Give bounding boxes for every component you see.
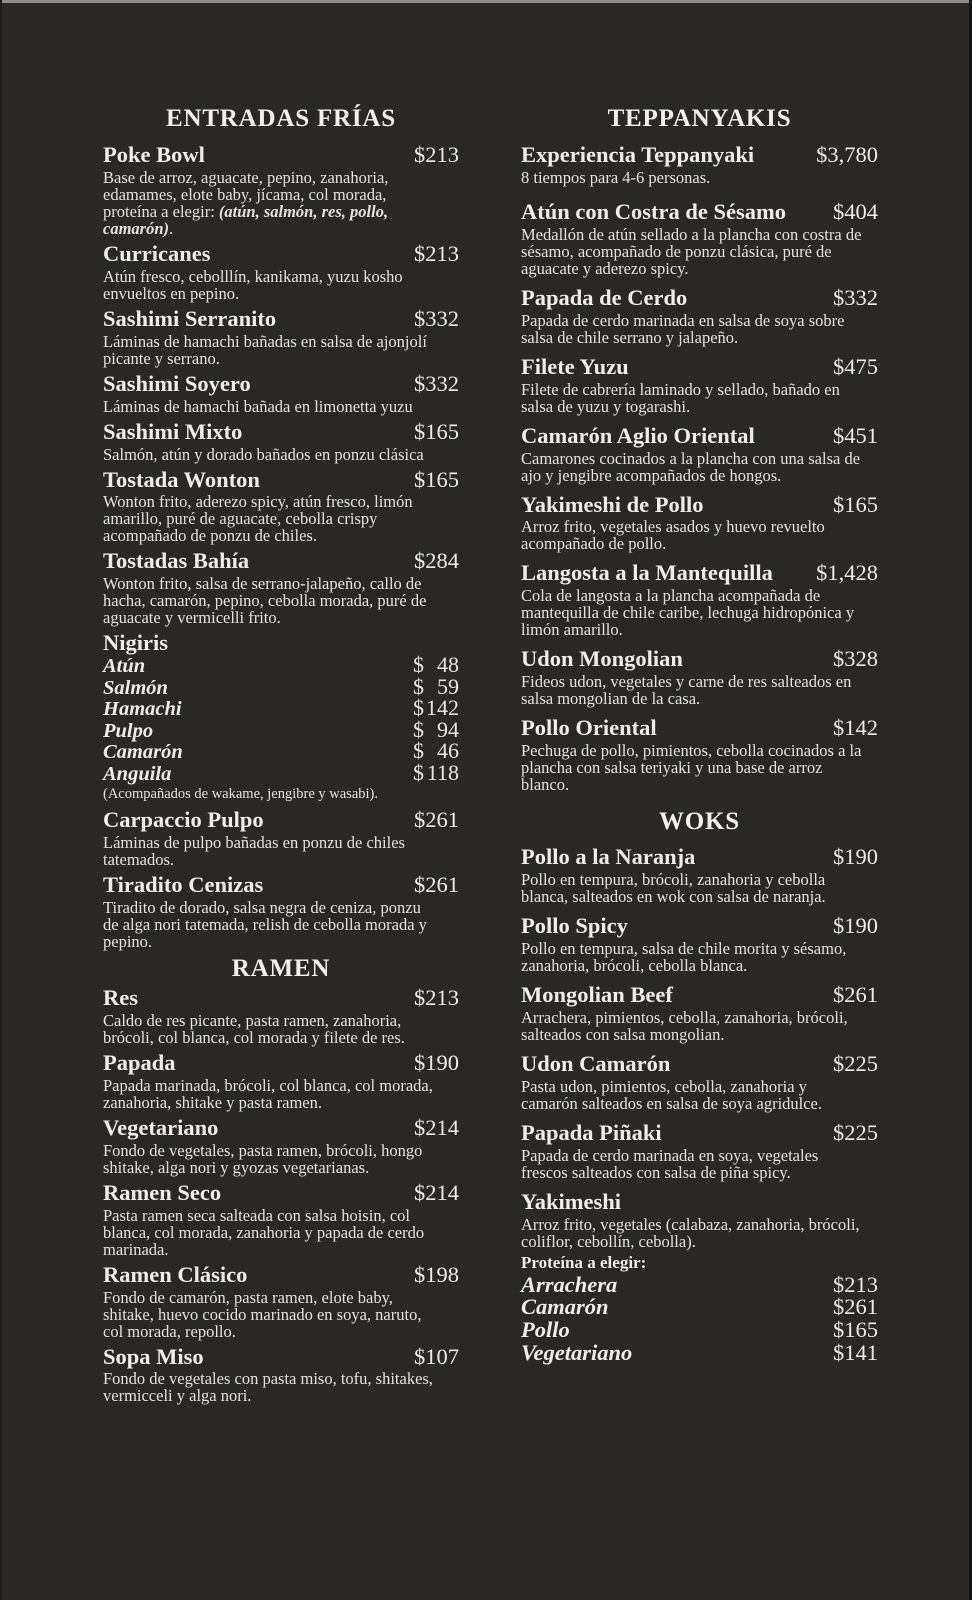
item-price: $284 xyxy=(414,548,459,574)
item-name: Curricanes xyxy=(103,240,211,266)
nigiri-row xyxy=(103,695,459,721)
protein-choice-label: Proteína a elegir: xyxy=(521,1252,647,1272)
protein-name: Arrachera xyxy=(521,1271,618,1297)
item-name: Experiencia Teppanyaki xyxy=(521,142,755,167)
item-price: $3,780 xyxy=(816,142,878,167)
item-name: Papada de Cerdo xyxy=(521,284,688,310)
item-name: Nigiris xyxy=(103,630,168,656)
menu-item xyxy=(521,981,878,1044)
item-desc: Láminas de hamachi bañada en limonetta yuzu xyxy=(103,396,413,416)
item-name: Atún con Costra de Sésamo xyxy=(521,198,787,224)
menu-item xyxy=(103,1261,459,1341)
nigiri-row xyxy=(103,652,459,678)
item-desc: Pollo en tempura, salsa de chile morita y sésamo, zanahoria, brócoli, cebolla blanca. xyxy=(521,938,847,975)
item-price: $214 xyxy=(414,1179,459,1205)
item-name: Udon Camarón xyxy=(521,1050,671,1076)
menu-item xyxy=(103,809,459,868)
menu-item xyxy=(103,144,459,237)
item-price: $190 xyxy=(833,913,878,939)
item-price: $332 xyxy=(833,284,878,310)
price-value: 118 xyxy=(426,759,459,785)
nigiri-name: Hamachi xyxy=(103,698,182,721)
menu-item xyxy=(103,1049,459,1112)
item-name: Sopa Miso xyxy=(103,1343,204,1369)
item-name: Res xyxy=(103,985,138,1011)
item-desc: Medallón de atún sellado a la plancha con costra de sésamo, acompañado de ponzu clásica, puré de aguacate y aderezo spicy. xyxy=(521,224,862,278)
item-name: Pollo Spicy xyxy=(521,913,628,939)
item-price: $328 xyxy=(833,646,878,672)
page-top-edge xyxy=(0,0,972,3)
protein-row xyxy=(521,1294,878,1320)
protein-row xyxy=(521,1316,878,1342)
item-desc: Papada de cerdo marinada en soya, vegetales frescos salteados con salsa de piña spicy. xyxy=(521,1145,819,1182)
item-name: Pollo a la Naranja xyxy=(521,844,696,870)
menu-item xyxy=(521,648,878,707)
item-desc: Tiradito de dorado, salsa negra de ceniza, ponzu de alga nori tatemada, relish de cebolla morada y pepino. xyxy=(103,898,427,952)
price-value: 142 xyxy=(426,695,459,721)
item-price: $225 xyxy=(833,1119,878,1145)
item-desc-end: . xyxy=(169,218,174,238)
nigiri-name: Pulpo xyxy=(103,719,154,742)
protein-price: $165 xyxy=(833,1316,878,1342)
item-desc: 8 tiempos para 4-6 personas. xyxy=(521,167,711,187)
nigiri-price xyxy=(413,759,459,785)
item-desc: Fideos udon, vegetales y carne de res salteados en salsa mongolian de la casa. xyxy=(521,672,852,709)
item-price: $332 xyxy=(414,305,459,331)
currency-sign: $ xyxy=(413,673,424,699)
nigiri-row xyxy=(103,738,459,764)
price-value: 59 xyxy=(437,673,459,699)
currency-sign: $ xyxy=(413,716,424,742)
nigiri-row xyxy=(103,673,459,699)
page-left-edge xyxy=(0,0,2,1600)
nigiris-group xyxy=(103,632,459,803)
menu-item xyxy=(103,874,459,950)
item-desc: Láminas de pulpo bañadas en ponzu de chiles tatemados. xyxy=(103,833,405,870)
item-price: $213 xyxy=(414,142,459,167)
item-desc: Láminas de hamachi bañadas en salsa de ajonjolí picante y serrano. xyxy=(103,331,427,368)
menu-item xyxy=(521,422,878,485)
item-name: Filete Yuzu xyxy=(521,353,629,379)
menu-item xyxy=(103,987,459,1046)
item-price: $142 xyxy=(833,715,878,741)
item-desc xyxy=(103,169,439,237)
item-name: Poke Bowl xyxy=(103,142,205,167)
protein-name: Camarón xyxy=(521,1294,609,1320)
item-price: $451 xyxy=(833,422,878,448)
item-name: Yakimeshi xyxy=(521,1188,622,1214)
menu-item xyxy=(103,550,459,626)
price-value: 46 xyxy=(437,738,459,764)
menu-item xyxy=(521,1119,878,1182)
nigiri-price xyxy=(413,673,459,699)
menu-item xyxy=(103,1179,459,1259)
item-name: Carpaccio Pulpo xyxy=(103,807,264,833)
item-desc: Pollo en tempura, brócoli, zanahoria y cebolla blanca, salteados en wok con salsa de naranja. xyxy=(521,870,826,907)
item-desc: Cola de langosta a la plancha acompañada de mantequilla de chile caribe, lechuga hidropónica y limón amarillo. xyxy=(521,586,855,640)
item-desc: Caldo de res picante, pasta ramen, zanahoria, brócoli, col blanca, col morada y filete de res. xyxy=(103,1010,405,1047)
currency-sign: $ xyxy=(413,738,424,764)
protein-name: Pollo xyxy=(521,1316,570,1342)
item-desc: Arroz frito, vegetales (calabaza, zanahoria, brócoli, coliflor, cebollín, cebolla). xyxy=(521,1214,860,1251)
item-price: $165 xyxy=(414,466,459,492)
item-desc-text: Base de arroz, aguacate, pepino, zanahoria, edamames, elote baby, jícama, col morada, proteína a elegir: xyxy=(103,167,389,221)
item-desc: Filete de cabrería laminado y sellado, bañado en salsa de yuzu y togarashi. xyxy=(521,379,840,416)
menu-item xyxy=(521,144,878,186)
item-name: Mongolian Beef xyxy=(521,981,673,1007)
item-name: Tiradito Cenizas xyxy=(103,872,264,898)
nigiris-note: (Acompañados de wakame, jengibre y wasabi). xyxy=(103,786,378,803)
item-desc: Fondo de vegetales, pasta ramen, brócoli, hongo shitake, alga nori y gyozas vegetarianas. xyxy=(103,1140,423,1177)
item-price: $165 xyxy=(833,491,878,517)
item-name: Ramen Clásico xyxy=(103,1261,248,1287)
item-desc: Fondo de camarón, pasta ramen, elote baby, shitake, huevo cocido marinado en soya, naruto, col morada, repollo. xyxy=(103,1287,422,1341)
nigiri-price xyxy=(413,716,459,742)
section-header-woks: WOKS xyxy=(659,808,740,836)
menu-item xyxy=(521,198,878,278)
item-name: Tostada Wonton xyxy=(103,466,260,492)
item-price: $214 xyxy=(414,1114,459,1140)
item-price: $225 xyxy=(833,1050,878,1076)
protein-row xyxy=(521,1339,878,1365)
currency-sign: $ xyxy=(413,759,424,785)
protein-name: Vegetariano xyxy=(521,1339,633,1365)
item-price: $261 xyxy=(414,872,459,898)
menu-item xyxy=(103,418,459,464)
nigiri-name: Salmón xyxy=(103,676,168,699)
menu-item xyxy=(103,240,459,303)
item-price: $198 xyxy=(414,1261,459,1287)
menu-item xyxy=(521,353,878,416)
menu-item xyxy=(521,491,878,554)
nigiri-row xyxy=(103,759,459,785)
menu-item xyxy=(521,717,878,793)
menu-page xyxy=(103,106,878,1410)
item-name: Yakimeshi de Pollo xyxy=(521,491,704,517)
price-value: 48 xyxy=(437,652,459,678)
column-right xyxy=(521,106,878,1410)
item-price: $190 xyxy=(414,1049,459,1075)
nigiri-name: Camarón xyxy=(103,741,183,764)
menu-item xyxy=(103,305,459,368)
item-name: Papada Piñaki xyxy=(521,1119,662,1145)
item-name: Langosta a la Mantequilla xyxy=(521,560,773,586)
protein-price: $141 xyxy=(833,1339,878,1365)
item-name: Ramen Seco xyxy=(103,1179,222,1205)
menu-item xyxy=(103,1114,459,1177)
section-header-ramen: RAMEN xyxy=(231,955,331,983)
item-desc: Atún fresco, cebolllín, kanikama, yuzu kosho envueltos en pepino. xyxy=(103,266,403,303)
item-price: $1,428 xyxy=(816,560,878,586)
protein-row xyxy=(521,1271,878,1297)
nigiri-price xyxy=(413,695,459,721)
menu-item xyxy=(103,370,459,416)
item-desc: Wonton frito, salsa de serrano-jalapeño, callo de hacha, camarón, pepino, cebolla morada, puré de aguacate y vermicelli frito. xyxy=(103,574,427,628)
menu-item xyxy=(521,284,878,347)
item-desc: Pechuga de pollo, pimientos, cebolla cocinados a la plancha con salsa teriyaki y una base de arroz blanco. xyxy=(521,741,862,795)
item-desc: Papada de cerdo marinada en salsa de soya sobre salsa de chile serrano y jalapeño. xyxy=(521,310,845,347)
item-desc: Salmón, atún y dorado bañados en ponzu clásica xyxy=(103,444,424,464)
item-desc: Fondo de vegetales con pasta miso, tofu, shitakes, vermicceli y alga nori. xyxy=(103,1369,433,1406)
item-desc: Arroz frito, vegetales asados y huevo revuelto acompañado de pollo. xyxy=(521,517,825,554)
section-header-teppanyakis: TEPPANYAKIS xyxy=(607,105,792,132)
item-price: $261 xyxy=(414,807,459,833)
item-price: $261 xyxy=(833,981,878,1007)
nigiri-name: Atún xyxy=(103,655,146,678)
item-price: $107 xyxy=(414,1343,459,1369)
menu-item xyxy=(521,915,878,974)
column-left xyxy=(103,106,459,1410)
item-price: $165 xyxy=(414,418,459,444)
item-name: Sashimi Serranito xyxy=(103,305,277,331)
price-value: 94 xyxy=(437,716,459,742)
item-desc: Wonton frito, aderezo spicy, atún fresco, limón amarillo, puré de aguacate, cebolla crispy acompañado de ponzu de chiles. xyxy=(103,492,413,546)
item-desc: Camarones cocinados a la plancha con una salsa de ajo y jengibre acompañados de hongos. xyxy=(521,448,861,485)
menu-item-yakimeshi xyxy=(521,1188,878,1365)
nigiri-price xyxy=(413,738,459,764)
item-desc: Pasta udon, pimientos, cebolla, zanahoria y camarón salteados en salsa de soya agridulce. xyxy=(521,1076,823,1113)
item-desc: Pasta ramen seca salteada con salsa hoisin, col blanca, col morada, zanahoria y papada de cerdo marinada. xyxy=(103,1205,425,1259)
nigiri-price xyxy=(413,652,459,678)
item-name: Papada xyxy=(103,1049,176,1075)
item-name: Sashimi Mixto xyxy=(103,418,243,444)
item-price: $475 xyxy=(833,353,878,379)
item-name: Vegetariano xyxy=(103,1114,219,1140)
protein-price: $213 xyxy=(833,1271,878,1297)
nigiri-row xyxy=(103,716,459,742)
item-name: Tostadas Bahía xyxy=(103,548,250,574)
item-name: Pollo Oriental xyxy=(521,715,657,741)
item-price: $332 xyxy=(414,370,459,396)
item-price: $213 xyxy=(414,240,459,266)
currency-sign: $ xyxy=(413,652,424,678)
menu-item xyxy=(521,562,878,638)
currency-sign: $ xyxy=(413,695,424,721)
menu-item xyxy=(521,846,878,905)
nigiri-name: Anguila xyxy=(103,762,172,785)
item-desc-emphasis: (atún, salmón, res, pollo, camarón) xyxy=(103,201,389,238)
protein-price: $261 xyxy=(833,1294,878,1320)
item-price: $404 xyxy=(833,198,878,224)
item-desc: Arrachera, pimientos, cebolla, zanahoria, brócoli, salteados con salsa mongolian. xyxy=(521,1007,848,1044)
item-price: $190 xyxy=(833,844,878,870)
item-price: $213 xyxy=(414,985,459,1011)
section-header-entradas-frias: ENTRADAS FRÍAS xyxy=(166,105,396,132)
item-desc: Papada marinada, brócoli, col blanca, col morada, zanahoria, shitake y pasta ramen. xyxy=(103,1075,433,1112)
item-name: Udon Mongolian xyxy=(521,646,683,672)
menu-item xyxy=(103,466,459,546)
item-name: Camarón Aglio Oriental xyxy=(521,422,755,448)
menu-item xyxy=(521,1050,878,1113)
menu-item xyxy=(103,1343,459,1406)
item-name: Sashimi Soyero xyxy=(103,370,251,396)
